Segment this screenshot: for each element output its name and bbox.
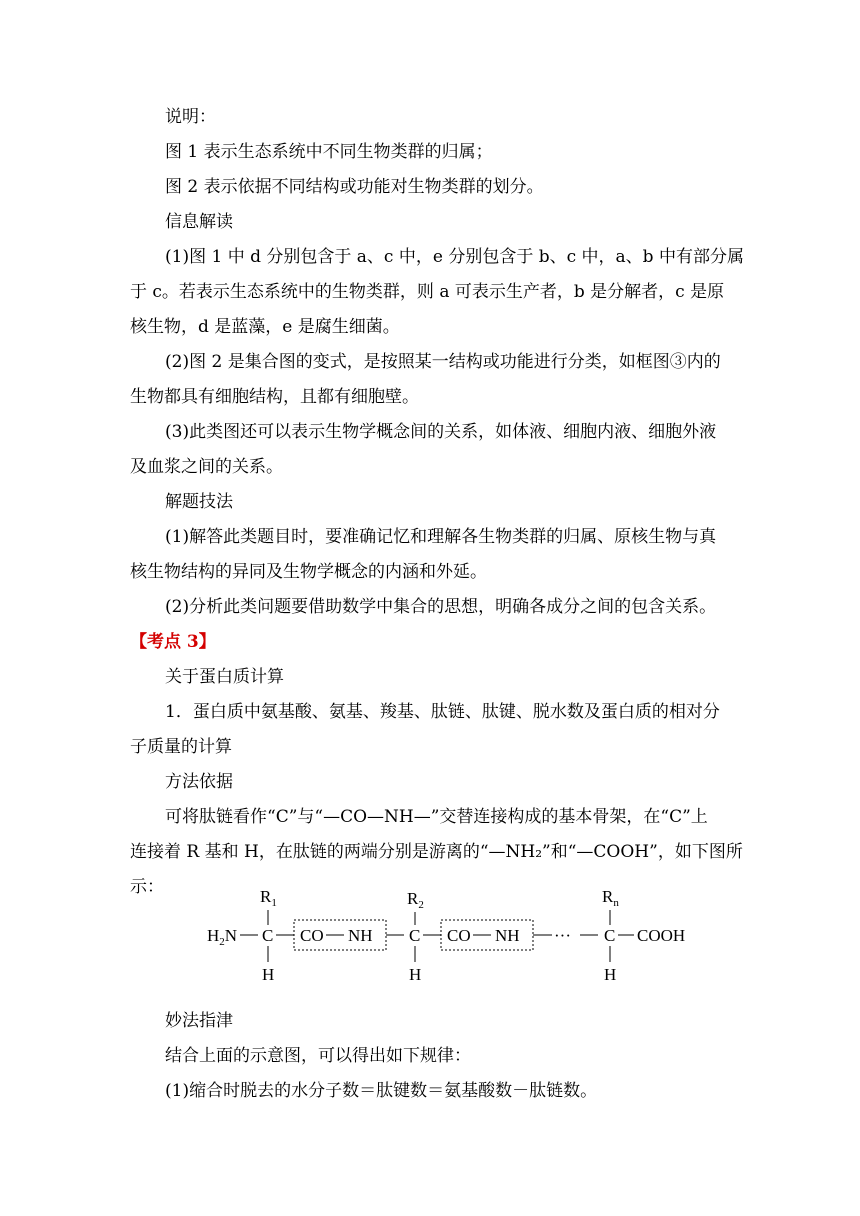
amino-terminal: $H_2N$ [207, 926, 238, 948]
text-line: 及血浆之间的关系。 [130, 457, 283, 477]
text-line: 子质量的计算 [130, 737, 232, 757]
h-atom-n: H [604, 965, 617, 984]
text-line: 于 c。若表示生态系统中的生物类群，则 a 可表示生产者，b 是分解者，c 是原 [130, 282, 725, 302]
alpha-carbon-2: C [409, 926, 421, 945]
co-group-2: CO [447, 926, 471, 945]
text-line: 连接着 R 基和 H，在肽链的两端分别是游离的“—NH₂”和“—COOH”，如下图所 [130, 842, 743, 862]
text-line: 核生物，d 是蓝藻，e 是腐生细菌。 [130, 317, 400, 337]
r2-label: $R_2$ [407, 889, 424, 911]
nh-group-1: NH [348, 926, 373, 945]
text-line: (1)缩合时脱去的水分子数＝肽键数＝氨基酸数－肽链数。 [165, 1081, 598, 1101]
text-line: 说明： [165, 107, 216, 127]
nh-group-2: NH [495, 926, 520, 945]
text-line: 关于蛋白质计算 [165, 667, 284, 687]
co-group-1: CO [300, 926, 324, 945]
text-line: (1)解答此类题目时，要准确记忆和理解各生物类群的归属、原核生物与真 [165, 527, 717, 547]
carboxyl-terminal: COOH [637, 926, 686, 945]
text-line: 可将肽链看作“C”与“—CO—NH—”交替连接构成的基本骨架，在“C”上 [165, 807, 708, 827]
text-line: 示： [130, 877, 164, 897]
text-line: 图 2 表示依据不同结构或功能对生物类群的划分。 [165, 177, 544, 197]
text-line: (2)分析此类问题要借助数学中集合的思想，明确各成分之间的包含关系。 [165, 597, 717, 617]
text-line: (3)此类图还可以表示生物学概念间的关系，如体液、细胞内液、细胞外液 [165, 422, 717, 442]
text-line: (1)图 1 中 d 分别包含于 a、c 中，e 分别包含于 b、c 中，a、b 中有部分属 [165, 247, 744, 267]
text-line: (2)图 2 是集合图的变式，是按照某一结构或功能进行分类，如框图③内的 [165, 352, 721, 372]
alpha-carbon-n: C [604, 926, 616, 945]
section-heading: 【考点 3】 [130, 632, 216, 652]
text-line: 1．蛋白质中氨基酸、氨基、羧基、肽链、肽键、脱水数及蛋白质的相对分 [165, 702, 720, 722]
text-line: 结合上面的示意图，可以得出如下规律： [165, 1046, 471, 1066]
text-line: 核生物结构的异同及生物学概念的内涵和外延。 [130, 562, 487, 582]
text-line: 解题技法 [165, 492, 233, 512]
text-line: 图 1 表示生态系统中不同生物类群的归属； [165, 142, 493, 162]
text-line: 妙法指津 [165, 1011, 233, 1031]
text-line: 信息解读 [165, 212, 233, 232]
rn-label: $R_n$ [602, 887, 619, 909]
text-line: 生物都具有细胞结构，且都有细胞壁。 [130, 387, 419, 407]
r1-label: $R_1$ [260, 887, 277, 909]
h-atom-1: H [262, 965, 275, 984]
peptide-chain-diagram [190, 880, 710, 990]
alpha-carbon-1: C [262, 926, 274, 945]
h-atom-2: H [409, 965, 422, 984]
text-line: 方法依据 [165, 772, 233, 792]
chain-ellipsis: ··· [554, 926, 571, 945]
